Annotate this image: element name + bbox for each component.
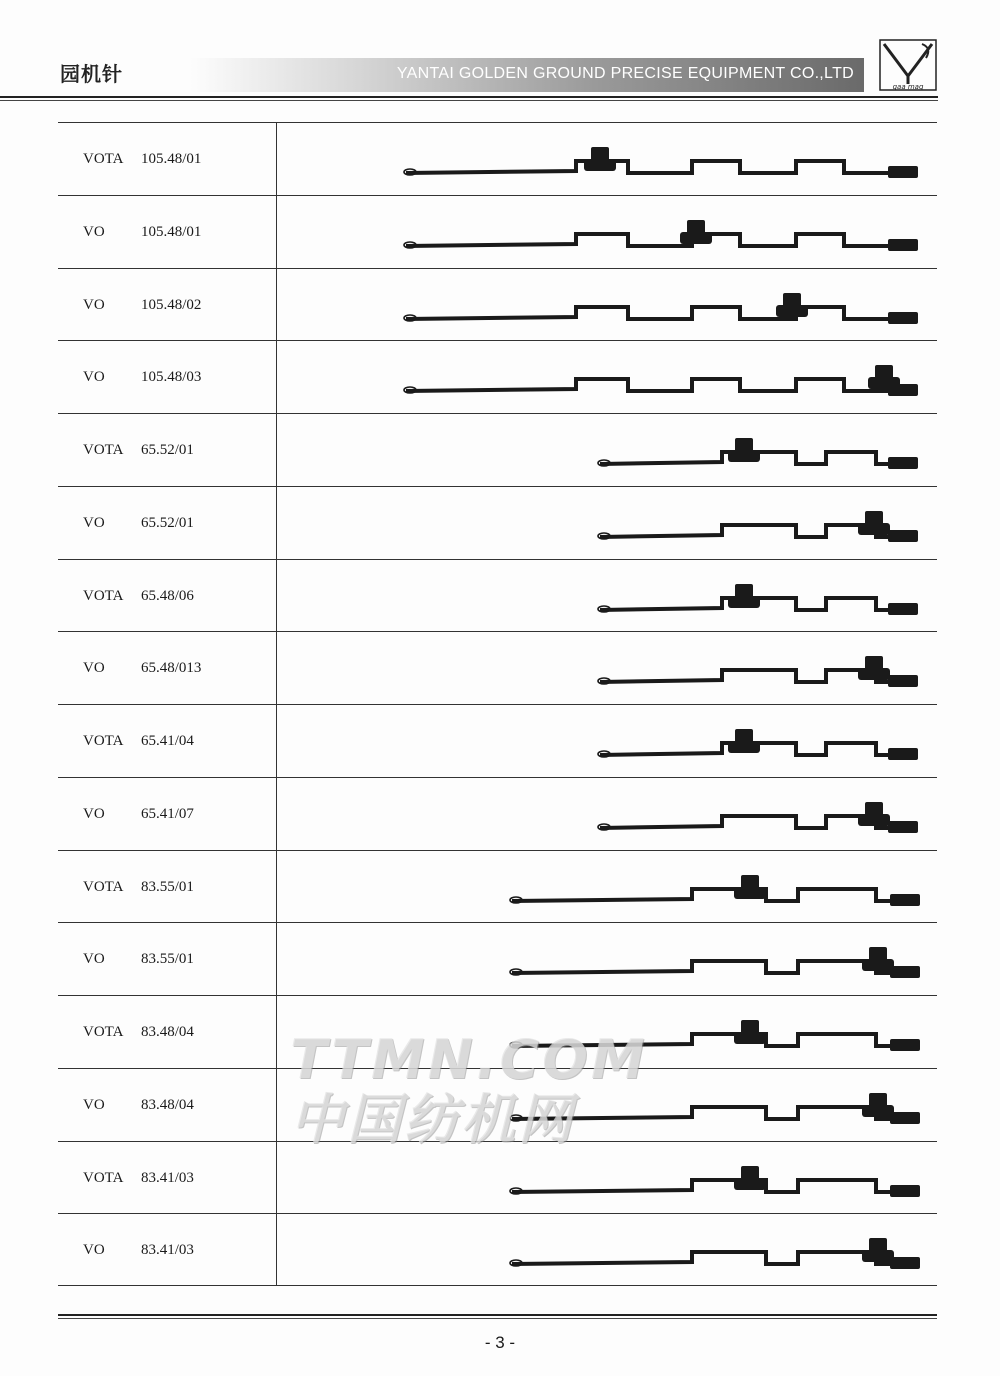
needle-code: VO: [83, 1096, 105, 1113]
needle-size: 83.48/04: [141, 1024, 194, 1040]
needle-tail: [890, 1185, 920, 1197]
needle-butt-base: [728, 741, 760, 753]
needle-tail: [888, 675, 918, 687]
needle-stem: [406, 161, 918, 173]
needle-butt-base: [862, 1105, 894, 1117]
company-logo: [878, 38, 938, 92]
needle-row: [58, 1141, 937, 1214]
needle-stem: [512, 889, 920, 901]
needle-drawing: [278, 1142, 937, 1215]
needle-butt-base: [734, 887, 766, 899]
needle-size: 65.48/013: [141, 660, 202, 677]
needle-size: 83.55/01: [141, 878, 194, 895]
needle-row: [58, 631, 937, 704]
needle-drawing: [278, 923, 937, 996]
header-band: [190, 58, 864, 92]
needle-code: VOTA: [83, 151, 124, 167]
watermark-line-2: 中国纺机网: [290, 1088, 575, 1151]
needle-size: 83.48/04: [141, 1096, 194, 1113]
header-rule: [0, 96, 938, 98]
needle-code: VOTA: [83, 733, 124, 749]
needle-stem: [512, 961, 920, 973]
needle-row: [58, 559, 937, 632]
needle-code: VOTA: [83, 587, 124, 604]
needle-butt-base: [776, 305, 808, 317]
needle-row: [58, 486, 937, 559]
needle-stem: [406, 234, 918, 246]
needle-tail: [888, 530, 918, 542]
needle-size: 65.41/04: [141, 733, 194, 749]
needle-row: [58, 850, 937, 923]
page-number: - 3 -: [484, 1333, 516, 1352]
needle-row: [58, 922, 937, 995]
needle-drawing: [278, 341, 937, 414]
needle-tail: [888, 748, 918, 760]
needle-size: 105.48/03: [141, 369, 202, 386]
needle-butt-base: [862, 959, 894, 971]
needle-size: 65.52/01: [141, 514, 194, 531]
needle-row: [58, 122, 937, 195]
needle-stem: [406, 307, 918, 319]
needle-tail: [888, 821, 918, 833]
needle-size: 105.48/01: [141, 151, 202, 167]
needle-row: [58, 704, 937, 777]
needle-butt-base: [728, 450, 760, 462]
needle-drawing: [278, 414, 937, 487]
needle-code: VO: [83, 514, 105, 531]
needle-drawing: [278, 487, 937, 560]
needle-size: 105.48/02: [141, 296, 202, 313]
needle-code: VO: [83, 660, 105, 677]
needle-code: VOTA: [83, 1024, 124, 1040]
needle-row: [58, 1213, 937, 1286]
needle-size: 83.55/01: [141, 951, 194, 968]
needle-butt-base: [728, 596, 760, 608]
needle-butt-base: [584, 159, 616, 171]
needle-code: VO: [83, 1242, 105, 1259]
needle-butt-base: [868, 377, 900, 389]
needle-stem: [512, 1180, 920, 1192]
needle-size: 83.41/03: [141, 1169, 194, 1186]
needle-tail: [890, 966, 920, 978]
needle-drawing: [278, 269, 937, 342]
needle-drawing: [278, 632, 937, 705]
needle-code: VOTA: [83, 878, 124, 895]
needle-row: [58, 777, 937, 850]
needle-code: VO: [83, 369, 105, 386]
needle-drawing: [278, 560, 937, 633]
company-name: YANTAI GOLDEN GROUND PRECISE EQUIPMENT CO.,LTD: [396, 65, 854, 82]
needle-tail: [890, 1257, 920, 1269]
needle-size: 65.41/07: [141, 805, 194, 822]
footer-rule: [58, 1314, 937, 1316]
svg-text:gaa mag: gaa mag: [892, 83, 924, 91]
needle-tail: [888, 603, 918, 615]
page-title: 园机针: [60, 62, 123, 86]
needle-drawing: [278, 196, 937, 269]
needle-tail: [888, 457, 918, 469]
needle-size: 65.48/06: [141, 587, 194, 604]
needle-butt-base: [858, 668, 890, 680]
needle-drawing: [278, 123, 937, 196]
needle-size: 105.48/01: [141, 223, 202, 240]
needle-row: [58, 340, 937, 413]
needle-butt-base: [734, 1032, 766, 1044]
needle-tail: [890, 894, 920, 906]
needle-tail: [888, 166, 918, 178]
needle-drawing: [278, 851, 937, 924]
needle-tail: [888, 312, 918, 324]
needle-drawing: [278, 1214, 937, 1287]
needle-stem: [512, 1252, 920, 1264]
needle-butt-base: [858, 523, 890, 535]
needle-row: [58, 413, 937, 486]
needle-code: VO: [83, 296, 105, 313]
header-rule-thin: [0, 100, 938, 101]
needle-drawing: [278, 705, 937, 778]
needle-drawing: [278, 778, 937, 851]
needle-code: VO: [83, 805, 105, 822]
needle-stem: [406, 379, 918, 391]
needle-code: VO: [83, 223, 105, 240]
needle-code: VO: [83, 951, 105, 968]
needle-tail: [890, 1039, 920, 1051]
needle-code: VOTA: [83, 1169, 124, 1186]
watermark-line-1: TTMN.COM: [290, 1028, 648, 1091]
needle-butt-base: [862, 1250, 894, 1262]
needle-butt-base: [680, 232, 712, 244]
needle-code: VOTA: [83, 442, 124, 458]
needle-tail: [888, 239, 918, 251]
needle-butt-base: [858, 814, 890, 826]
footer-rule-thin: [58, 1318, 937, 1319]
needle-size: 65.52/01: [141, 442, 194, 458]
needle-row: [58, 195, 937, 268]
needle-butt-base: [734, 1178, 766, 1190]
needle-size: 83.41/03: [141, 1242, 194, 1259]
needle-tail: [890, 1112, 920, 1124]
needle-row: [58, 268, 937, 341]
watermark: [290, 1030, 648, 1150]
